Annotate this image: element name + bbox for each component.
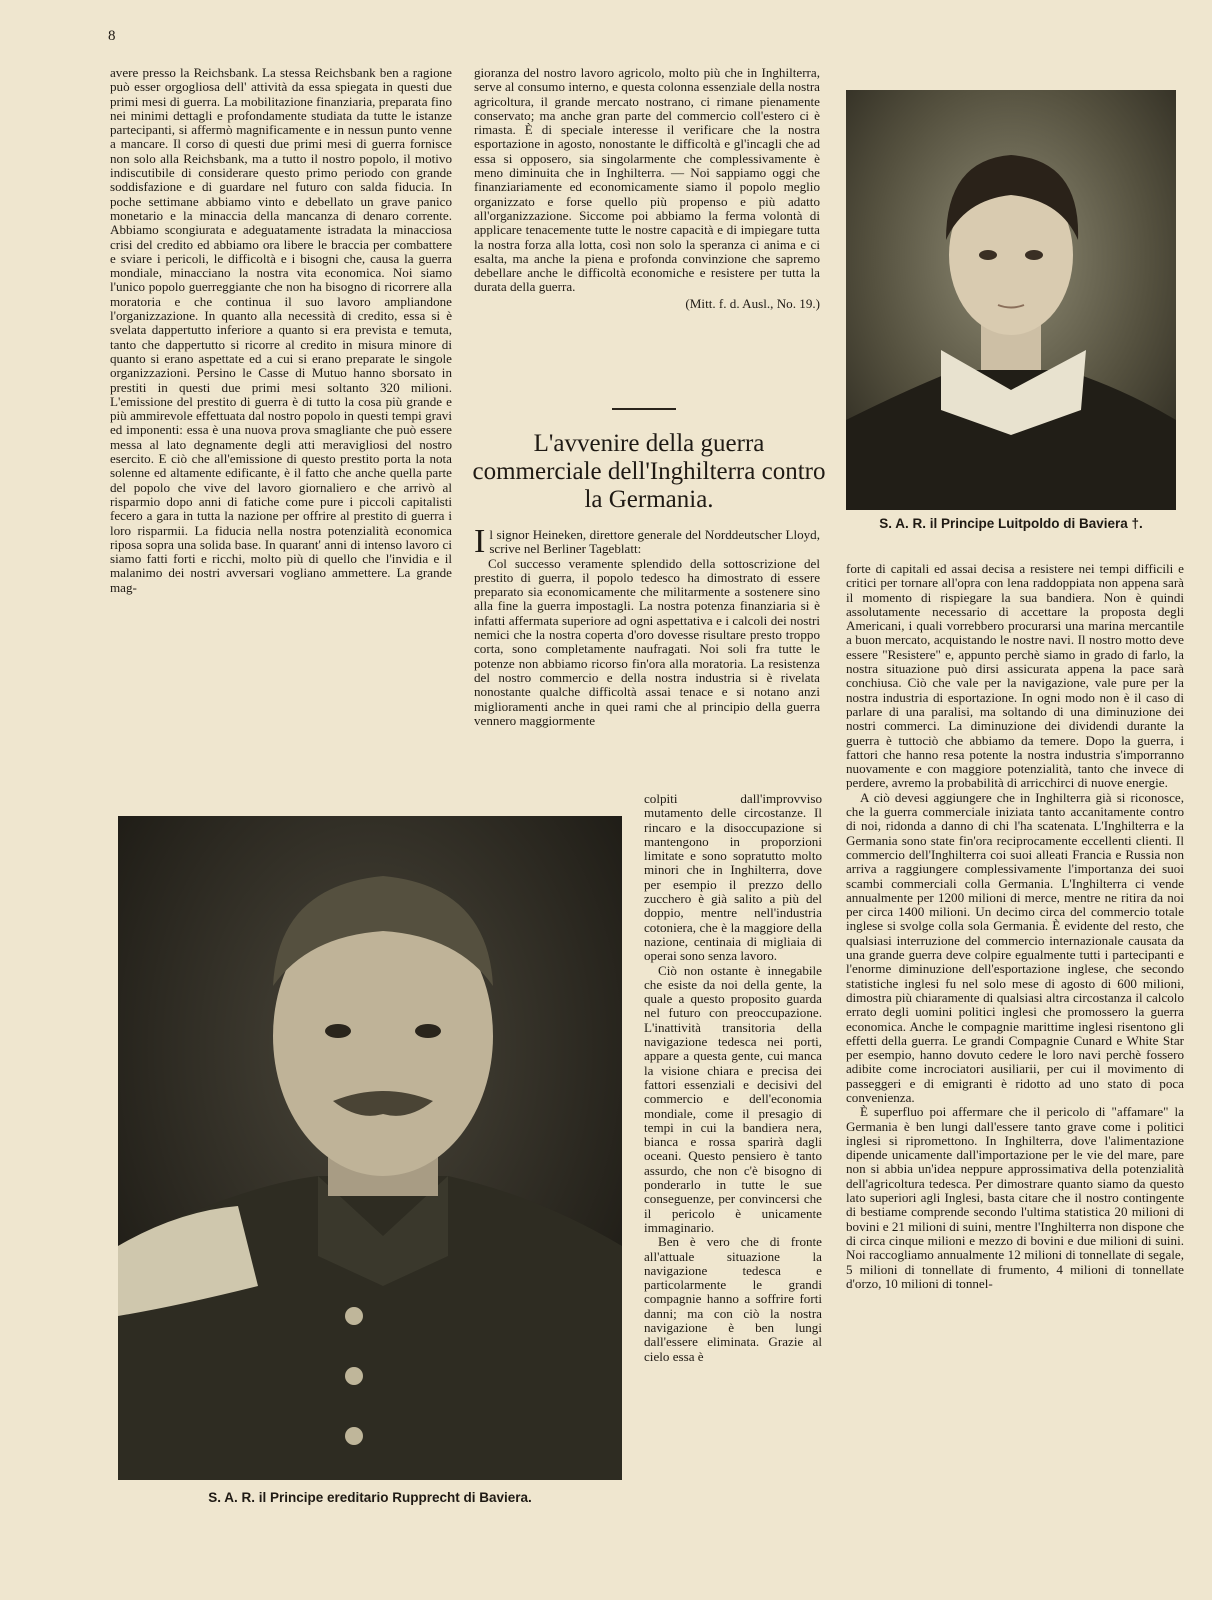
article-column-2	[474, 523, 820, 728]
paragraph: È superfluo poi affermare che il pericolo di "affamare" la Germania è ben lungi dall'essere tanto grave come i politici inglesi si ripromettono. In Inghilterra, dove l'alimentazione dipende unicamente dall'importazione per le vie del mare, pare non si abbia un'idea neppure approssimativa della potenzialità dell'agricoltura tedesca. Per dimostrare quanto siamo da questo lato superiori agli Inglesi, basta citare che il nostro contingente di bestiame comprende secondo l'ultima statistica 20 milioni di bovini e 21 milioni di suini, mentre l'Inghilterra non dispone che di circa cinque milioni e mezzo di bovini e due milioni di suini. Noi raccogliamo annualmente 12 milioni di tonnellate di segale, 5 milioni di tonnellate di frumento, 4 milioni di tonnellate d'orzo, 10 milioni di tonnel-	[846, 1104, 1185, 1291]
paragraph: Col successo veramente splendido della sottoscrizione del prestito di guerra, il popolo tedesco ha dimostrato di essere preparato sia economicamente che militarmente a sostenere sino alla fine la guerra impostagli. La nostra potenza finanziaria si è infatti affermata superiore ad ogni aspettativa e i calcoli dei nostri nemici che la nostra coperta d'oro dovesse risultare presto troppo corta, sono completamente naufragati. Noi soli fra tutte le potenze non abbiamo ricorso fin'ora alla moratoria. La resistenza del nostro commercio e della nostra industria si è rivelata nonostante qualche difficoltà assai tenace e si notano anzi miglioramenti anche in quei rami che al principio della guerra vennero maggiormente	[474, 555, 820, 728]
caption-luitpoldo: S. A. R. il Principe Luitpoldo di Baviera †.	[879, 516, 1143, 531]
article-column-3	[846, 562, 1184, 1291]
divider-rule	[612, 408, 676, 410]
portrait-photo-rupprecht	[118, 816, 622, 1480]
paragraph: gioranza del nostro lavoro agricolo, molto più che in Inghilterra, serve al consumo interno, e questa colonna essenziale della nostra agricoltura, il grande mercato nostrano, ci rimane pienamente conservato; ma anche gran parte del commercio coll'estero ci è rimasta. È di speciale interesse il verificare che la nostra esportazione in agosto, nonostante le difficoltà e gl'incagli che ad essa si opposero, sia singolarmente che complessivamente è meno diminuita che in Inghilterra. — Noi sappiamo oggi che finanziariamente ed economicamente siamo il popolo meglio organizzato e forse quello più propenso e più adatto all'organizzazione. Siccome poi abbiamo la ferma volontà di applicare tenacemente tutte le nostre capacità e di impiegare tutta la nostra forza alla lotta, così non solo la speranza ci anima e ci esalta, ma anche la piena e profonda convinzione che sapremo debellare anche le difficoltà economiche e resistere per tutta la durata della guerra.	[474, 65, 820, 295]
column-2-top	[474, 66, 820, 311]
drop-cap: I	[474, 523, 486, 560]
caption-rupprecht: S. A. R. il Principe ereditario Rupprecht di Baviera.	[208, 1490, 532, 1505]
article-headline: L'avvenire della guerra commerciale dell'Inghilterra contro la Germania.	[472, 430, 826, 513]
paragraph: Ben è vero che di fronte all'attuale situazione la navigazione tedesca e particolarmente le grandi compagnie hanno a soffrire forti danni; ma con ciò la nostra navigazione è ben lungi dall'essere eliminata. Grazie al cielo essa è	[644, 1234, 822, 1364]
article-column-2-narrow	[644, 792, 822, 1364]
paragraph: colpiti dall'improvviso mutamento delle circostanze. Il rincaro e la disoccupazione si mantengono in proporzioni limitate e sono sopratutto molto minori che in Inghilterra, dove per esempio il prezzo dello zucchero è già salito a più del doppio, mentre nell'industria cotoniera, che è la maggiore della nazione, centinaia di migliaia di operai sono senza lavoro.	[644, 791, 822, 964]
paragraph: Ciò non ostante è innegabile che esiste da noi della gente, la quale a questo proposito guarda nel futuro con preoccupazione. L'inattività transitoria della navigazione tedesca nei porti, appare a questa gente, cui manca la visione chiara e precisa dei fattori essenziali e decisivi del commercio e dell'economia mondiale, come il presagio di tempi in cui la bandiera nera, bianca e rossa sparirà dagli oceani. Questo pensiero è tanto assurdo, che non c'è bisogno di ponderarlo in tutte le sue conseguenze, per convincersi che il pericolo è unicamente immaginario.	[644, 962, 822, 1235]
paragraph: forte di capitali ed assai decisa a resistere nei tempi difficili e critici per tornare all'opra con lena raddoppiata non appena sarà il momento di rispiegare la sua bandiera. Non è quindi assolutamente necessario di accettare la proposta degli Americani, i quali vorrebbero procurarsi una marina mercantile a buon mercato, acquistando le nostre navi. Il nostro motto deve essere "Resistere" e, appunto perchè siamo in grado di farlo, la nostra situazione può dirsi assicurata appena la pace sarà conchiusa. Ciò che vale per la navigazione, vale pure per la nostra industria di esportazione. In ogni modo non è il caso di parlare di una paralisi, ma soltando di una diminuzione dei nostri commerci. La diminuzione dei dividendi durante la guerra è tuttociò che abbiamo da temere. Dopo la guerra, i fattori che hanno resa potente la nostra industria s'imporranno nuovamente e con maggiore potenzialità, tanto che invece di perdere, avremo la probabilità di arricchirci di nuove energie.	[846, 561, 1184, 791]
paragraph: A ciò devesi aggiungere che in Inghilterra già si riconosce, che la guerra commerciale iniziata tanto accanitamente contro di noi, ridonda a danno di chi l'ha scatenata. L'Inghilterra e la Germania sono state fin'ora reciprocamente eccellenti clienti. Il commercio dell'Inghilterra coi suoi alleati Francia e Russia non arriva a raggiungere complessivamente l'importanza dei suoi scambi commerciali colla Germania. L'Inghilterra ci vende annualmente per 1200 milioni di merce, mentre ne ritira da noi per circa 1400 milioni. Un decimo circa del commercio totale inglese si svolge colla sola Germania. È evidente del resto, che qualsiasi interruzione del commercio internazionale causata da una grande guerra deve colpire egualmente tutti i partecipanti e l'enorme diminuzione dell'esportazione inglese, che secondo statistiche inglesi fu nel solo mese di agosto di 600 milioni, dimostra più chiaramente di qualsiasi altra circostanza il calcolo errato degli uomini politici inglesi che promossero la guerra economica. Anche le compagnie marittime inglesi risentono gli effetti della guerra. Le grandi Compagnie Cunard e White Star per esempio, hanno dovuto cedere le loro navi perchè fossero adibite come incrociatori ausiliarii, per cui il movimento di passeggeri e di emigranti è ridotto ad uno stato di poca convenienza.	[846, 789, 1184, 1105]
portrait-photo-luitpoldo	[846, 90, 1176, 510]
article-intro	[474, 523, 820, 560]
portrait-illustration	[846, 90, 1176, 510]
portrait-illustration	[118, 816, 622, 1480]
source-citation: (Mitt. f. d. Ausl., No. 19.)	[685, 295, 820, 311]
article-intro-text: l signor Heineken, direttore generale del Norddeutscher Lloyd, scrive nel Berliner Tageblatt:	[489, 527, 820, 557]
paragraph: avere presso la Reichsbank. La stessa Reichsbank ben a ragione può esser orgogliosa dell' attività da essa spiegata in questi due primi mesi di guerra. La mobilitazione finanziaria, preparata fino nei minimi dettagli e profondamente studiata da tutte le istanze partecipanti, si affermò magnificamente e in nessun punto venne a mancare. Il corso di questi due primi mesi di guerra fornisce non solo alla Reichsbank, ma a tutto il nostro popolo, il motivo indiscutibile di considerare questo primo periodo con grande soddisfazione e di guardare nel futuro con salda fiducia. In poche settimane abbiamo vinto e debellato un grave panico monetario e la minaccia della mancanza di denaro corrente. Abbiamo scongiurata e adeguatamente istradata la minacciosa crisi del credito ed abbiamo ora libere le braccia per combattere e sviare i pericoli, le difficoltà e i bisogni che, causa la guerra mondiale, minacciano la nostra vita economica. Noi siamo l'unico popolo guerreggiante che non ha bisogno di ricorrere alla moratoria e che continua il suo lavoro ampliandone l'organizzazione. In quanto alla necessità di credito, essa si è svelata dappertutto inferiore a quanto si era prevista e temuta, tanto che dappertutto si ricorre al credito in misura minore di quanto si erano aspettate ed a cui si erano preparate le singole organizzazioni. Persino le Casse di Mutuo hanno sborsato in prestiti in questi due primi mesi soltanto 320 milioni. L'emissione del prestito di guerra è di tutto la cosa più grande e più ammirevole effettuata dal nostro popolo in questi tempi gravi ed imponenti: essa è una nuova prova smagliante che può essere messa al lato degnamente degli atti meravigliosi del nostro esercito. E ciò che all'emissione di questo prestito porta la nota solenne ed altamente edificante, è il fatto che anche quella parte del popolo che vive del lavoro giornaliero e che arrivò al risparmio dopo anni di fatiche come pure i piccoli capitalisti fecero a gara in tutta la nazione per offrire al prestito di guerra i loro risparmii. La fiducia nella nostra potenzialità economica riposa sopra una solida base. In quarant' anni di intenso lavoro ci siamo fatti forti e ricchi, molto più di quello che l'invidia e il malanimo dei nostri avversari vogliano ammettere. La grande mag-	[110, 65, 452, 595]
column-1	[110, 66, 452, 595]
page-number: 8	[108, 28, 116, 44]
